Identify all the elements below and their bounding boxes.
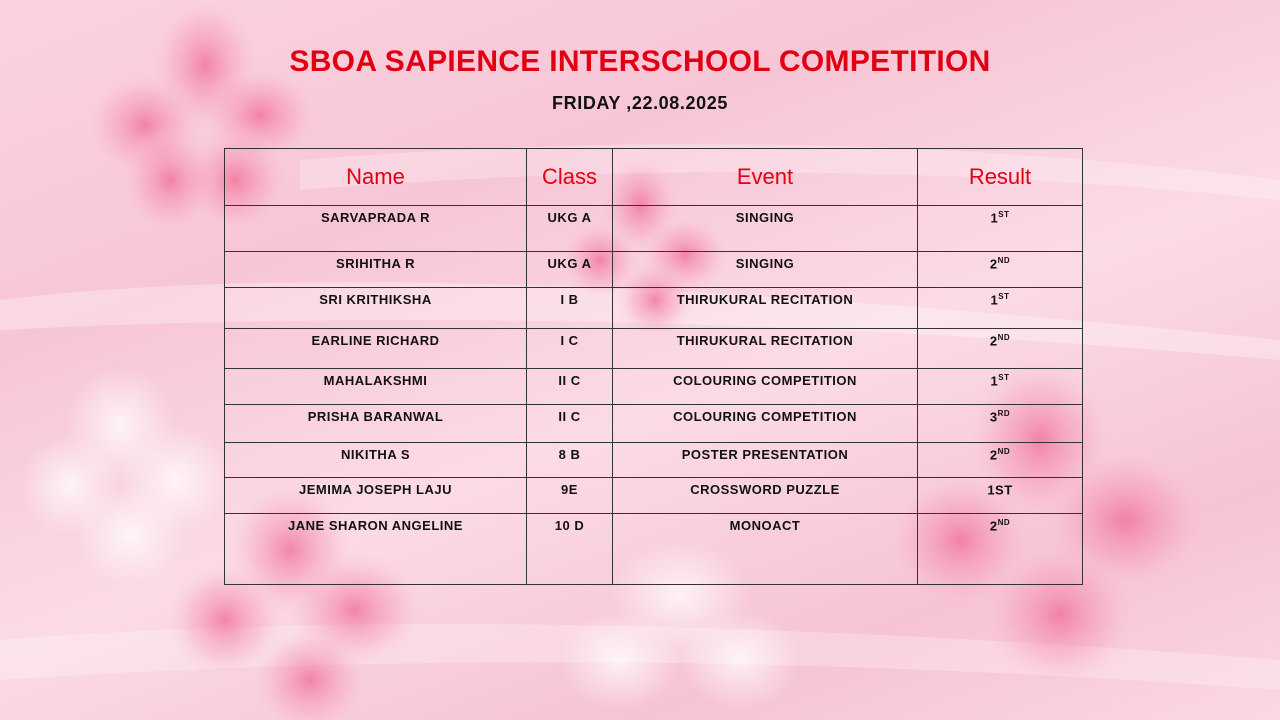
cell-name: SRI KRITHIKSHA xyxy=(225,288,527,329)
cell-class: 8 B xyxy=(527,443,613,478)
table-row xyxy=(225,514,1083,585)
cell-result: 1ST xyxy=(918,369,1083,405)
header-row xyxy=(225,149,1083,206)
table-row xyxy=(225,405,1083,443)
table-row xyxy=(225,288,1083,329)
cell-name: SRIHITHA R xyxy=(225,252,527,288)
cell-event: SINGING xyxy=(613,206,918,252)
cell-class: II C xyxy=(527,405,613,443)
cell-class: I C xyxy=(527,329,613,369)
column-header-event: Event xyxy=(613,149,918,206)
cell-name: PRISHA BARANWAL xyxy=(225,405,527,443)
table-row xyxy=(225,329,1083,369)
cell-result: 1ST xyxy=(918,206,1083,252)
page-title: SBOA SAPIENCE INTERSCHOOL COMPETITION xyxy=(289,45,991,78)
cell-class: I B xyxy=(527,288,613,329)
cell-result: 3RD xyxy=(918,405,1083,443)
cell-result: 2ND xyxy=(918,252,1083,288)
column-header-name: Name xyxy=(225,149,527,206)
cell-event: COLOURING COMPETITION xyxy=(613,369,918,405)
cell-event: THIRUKURAL RECITATION xyxy=(613,288,918,329)
cell-event: SINGING xyxy=(613,252,918,288)
cell-result: 2ND xyxy=(918,329,1083,369)
cell-result: 1ST xyxy=(918,288,1083,329)
column-header-result: Result xyxy=(918,149,1083,206)
cell-result: 2ND xyxy=(918,514,1083,585)
cell-event: CROSSWORD PUZZLE xyxy=(613,478,918,514)
cell-name: EARLINE RICHARD xyxy=(225,329,527,369)
column-header-class: Class xyxy=(527,149,613,206)
cell-result: 2ND xyxy=(918,443,1083,478)
cell-name: MAHALAKSHMI xyxy=(225,369,527,405)
table-row xyxy=(225,369,1083,405)
cell-event: MONOACT xyxy=(613,514,918,585)
results-table xyxy=(224,148,1083,585)
cell-event: THIRUKURAL RECITATION xyxy=(613,329,918,369)
cell-name: JANE SHARON ANGELINE xyxy=(225,514,527,585)
table-row xyxy=(225,478,1083,514)
cell-class: UKG A xyxy=(527,252,613,288)
table-row xyxy=(225,252,1083,288)
cell-class: II C xyxy=(527,369,613,405)
cell-class: 10 D xyxy=(527,514,613,585)
cell-name: SARVAPRADA R xyxy=(225,206,527,252)
cell-name: NIKITHA S xyxy=(225,443,527,478)
cell-event: COLOURING COMPETITION xyxy=(613,405,918,443)
page-subtitle: FRIDAY ,22.08.2025 xyxy=(552,93,728,113)
table-row xyxy=(225,443,1083,478)
cell-event: POSTER PRESENTATION xyxy=(613,443,918,478)
cell-name: JEMIMA JOSEPH LAJU xyxy=(225,478,527,514)
cell-class: 9E xyxy=(527,478,613,514)
cell-class: UKG A xyxy=(527,206,613,252)
cell-result: 1ST xyxy=(918,478,1083,514)
table-row xyxy=(225,206,1083,252)
